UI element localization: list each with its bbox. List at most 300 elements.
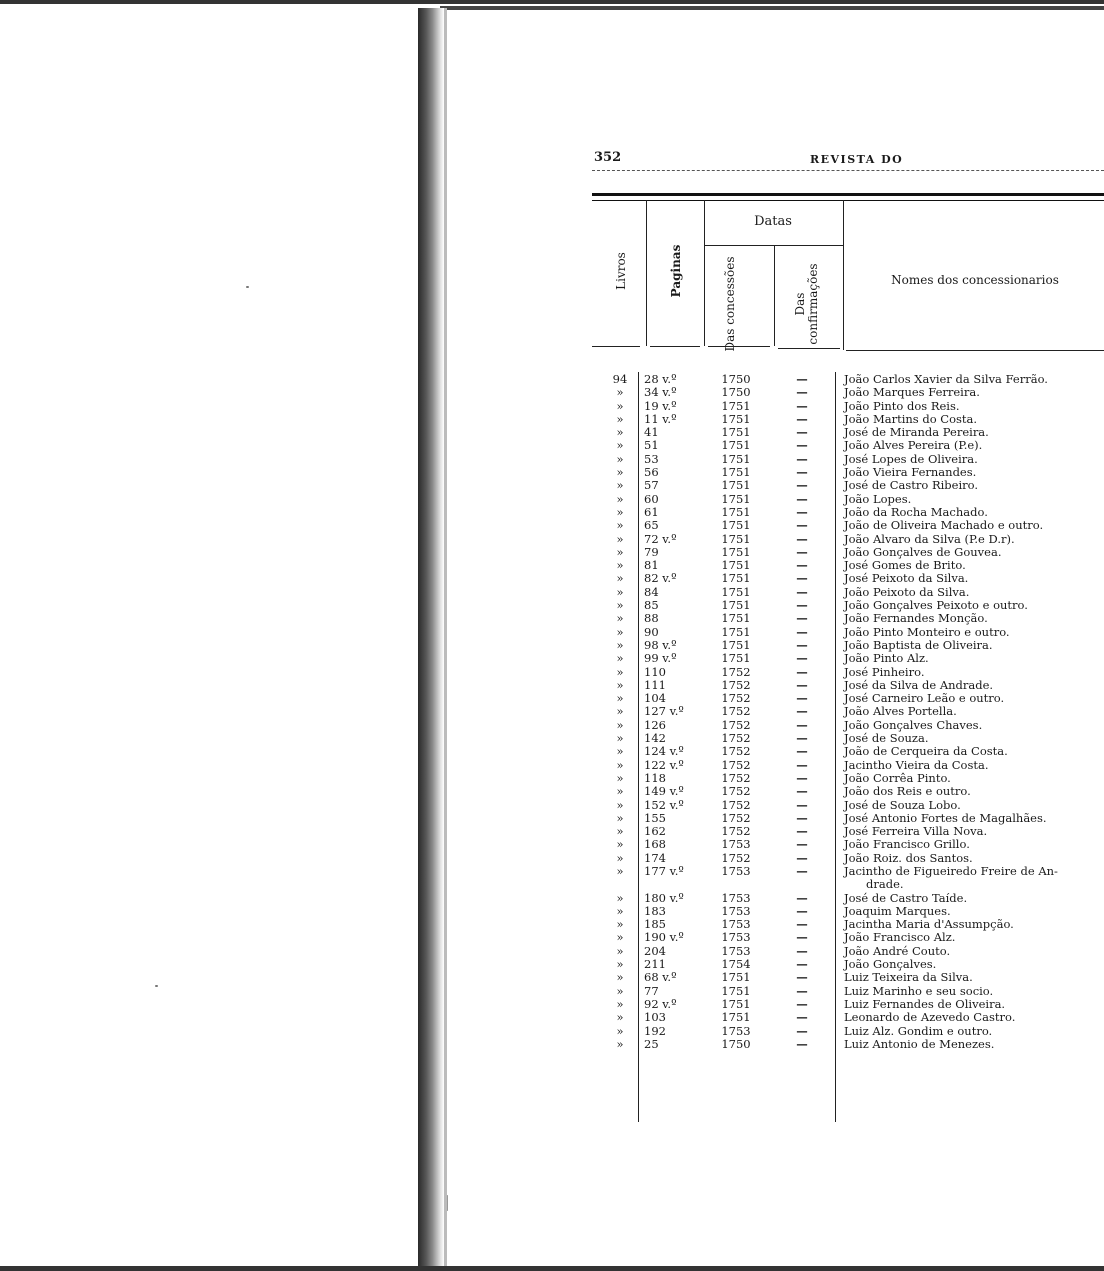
concessao-date-cell: 1752 (721, 850, 751, 865)
concessao-date-cell: 1751 (721, 504, 751, 519)
confirmacao-date-cell: — (796, 558, 808, 573)
concessionario-name: João de Cerqueira da Costa. (844, 744, 1008, 759)
table-row (592, 639, 1104, 652)
confirmacao-date-cell: — (796, 1010, 808, 1025)
livro-cell: » (616, 411, 624, 426)
concessionario-name-cell (844, 905, 1104, 918)
pagina-cell: 155 (644, 810, 666, 825)
table-row (592, 971, 1104, 984)
pagina-cell: 180 v.º (644, 890, 684, 905)
confirmacao-date-cell: — (796, 717, 808, 732)
concessao-date-cell: 1751 (721, 651, 751, 666)
livro-cell: » (616, 731, 624, 746)
concessao-date-cell: 1751 (721, 544, 751, 559)
confirmacao-date-cell: — (796, 850, 808, 865)
pagina-cell: 19 v.º (644, 398, 677, 413)
concessionario-name-cell (844, 679, 1104, 692)
header-das-confirmacoes: Das confirmações (793, 263, 820, 345)
livro-cell: » (616, 957, 624, 972)
concessionario-name: João Gonçalves Chaves. (844, 717, 983, 732)
concessionario-name-cell (844, 985, 1104, 998)
livro-cell: » (616, 544, 624, 559)
concessao-date-cell: 1751 (721, 451, 751, 466)
concessionario-name-cell (844, 719, 1104, 732)
livro-cell: » (616, 1010, 624, 1025)
concessao-date-cell: 1751 (721, 465, 751, 480)
concessao-date-cell: 1752 (721, 744, 751, 759)
concessionario-name-cell (844, 546, 1104, 559)
pagina-cell: 118 (644, 770, 666, 785)
table-row (592, 586, 1104, 599)
confirmacao-date-cell: — (796, 677, 808, 692)
livro-cell: » (616, 598, 624, 613)
pagina-cell: 34 v.º (644, 385, 677, 400)
concessionario-name: João Francisco Grillo. (844, 837, 970, 852)
header-bottom-rule (846, 350, 1104, 351)
table-row (592, 466, 1104, 479)
concessionario-name: João André Couto. (844, 943, 951, 958)
pagina-cell: 81 (644, 558, 659, 573)
concessao-date-cell: 1752 (721, 810, 751, 825)
table-row (592, 1025, 1104, 1038)
concessao-date-cell: 1753 (721, 890, 751, 905)
confirmacao-date-cell: — (796, 491, 808, 506)
pagina-cell: 111 (644, 677, 666, 692)
concessao-date-cell: 1751 (721, 571, 751, 586)
table-row (592, 732, 1104, 745)
pagina-cell: 98 v.º (644, 637, 677, 652)
pagina-cell: 28 v.º (644, 372, 677, 386)
concessionario-name-cell (844, 652, 1104, 665)
column-divider (646, 200, 647, 346)
livro-cell: » (616, 744, 624, 759)
livro-cell: » (616, 996, 624, 1011)
pagina-cell: 56 (644, 465, 659, 480)
concessionario-name: José Pinheiro. (844, 664, 925, 679)
confirmacao-date-cell: — (796, 531, 808, 546)
concessionario-name-cell (844, 759, 1104, 772)
pagina-cell: 68 v.º (644, 970, 677, 985)
concessao-date-cell: 1751 (721, 1010, 751, 1025)
concessionario-name: João Pinto Alz. (844, 651, 929, 666)
confirmacao-date-cell: — (796, 890, 808, 905)
concessionario-name: João Francisco Alz. (844, 930, 956, 945)
confirmacao-date-cell: — (796, 903, 808, 918)
confirmacao-date-cell: — (796, 784, 808, 799)
table-row (592, 506, 1104, 519)
concessionario-name: João Gonçalves Peixoto e outro. (844, 598, 1028, 613)
pagina-cell: 110 (644, 664, 666, 679)
table-top-rule-thin (592, 200, 1104, 201)
concessionario-name: José de Souza. (844, 731, 929, 746)
concessao-date-cell: 1751 (721, 438, 751, 453)
concessao-date-cell: 1753 (721, 1023, 751, 1038)
confirmacao-date-cell: — (796, 930, 808, 945)
pagina-cell: 72 v.º (644, 531, 677, 546)
confirmacao-date-cell: — (796, 571, 808, 586)
header-datas: Datas (754, 214, 792, 229)
concessionario-name-cell (844, 400, 1104, 413)
table-top-rule (592, 193, 1104, 196)
confirmacao-date-cell: — (796, 824, 808, 839)
concessao-date-cell: 1753 (721, 943, 751, 958)
concessionario-name: João dos Reis e outro. (844, 784, 971, 799)
concessionario-name-cell (844, 945, 1104, 958)
livro-cell: » (616, 571, 624, 586)
table-row (592, 958, 1104, 971)
concessionario-name-cell (844, 506, 1104, 519)
concessao-date-cell: 1751 (721, 558, 751, 573)
concessionario-name-cell (844, 971, 1104, 984)
confirmacao-date-cell: — (796, 1036, 808, 1051)
scan-bottom-border (0, 1266, 1104, 1271)
concessao-date-cell: 1751 (721, 584, 751, 599)
table-row (592, 745, 1104, 758)
pagina-cell: 185 (644, 917, 666, 932)
table-row (592, 426, 1104, 439)
table-row (592, 998, 1104, 1011)
confirmacao-date-cell: — (796, 731, 808, 746)
livro-cell: » (616, 385, 624, 400)
concessionario-name-cell (844, 439, 1104, 452)
table-row (592, 373, 1104, 386)
confirmacao-date-cell: — (796, 757, 808, 772)
livro-cell: » (616, 438, 624, 453)
confirmacao-date-cell: — (796, 863, 808, 878)
concessionario-name-cell (844, 599, 1104, 612)
livro-cell: » (616, 465, 624, 480)
table-row (592, 626, 1104, 639)
concessao-date-cell: 1753 (721, 917, 751, 932)
concessionario-name: José Lopes de Oliveira. (844, 451, 978, 466)
table-row (592, 931, 1104, 944)
confirmacao-date-cell: — (796, 624, 808, 639)
livro-cell: » (616, 691, 624, 706)
table-row (592, 679, 1104, 692)
pagina-cell: 190 v.º (644, 930, 684, 945)
journal-title: REVISTA DO (810, 153, 904, 166)
livro-cell: » (616, 770, 624, 785)
livro-cell: » (616, 677, 624, 692)
header-nomes: Nomes dos concessionarios (891, 273, 1059, 287)
concessionario-name-cell (844, 772, 1104, 785)
livro-cell: » (616, 478, 624, 493)
concessionario-name-cell (844, 785, 1104, 798)
concessionario-name-cell (844, 519, 1104, 532)
book-spine-shadow (418, 8, 444, 1271)
livro-cell: » (616, 970, 624, 985)
livro-cell: » (616, 903, 624, 918)
table-row (592, 772, 1104, 785)
table-row (592, 453, 1104, 466)
concessionario-name-cell (844, 666, 1104, 679)
table-row (592, 785, 1104, 798)
concessionario-name-cell (844, 958, 1104, 971)
livro-cell: » (616, 850, 624, 865)
pagina-cell: 142 (644, 731, 666, 746)
concessionario-name: João da Rocha Machado. (844, 504, 988, 519)
concessionario-name-cell (844, 1011, 1104, 1024)
concessao-date-cell: 1752 (721, 797, 751, 812)
confirmacao-date-cell: — (796, 411, 808, 426)
concessao-date-cell: 1751 (721, 478, 751, 493)
header-bottom-rule (592, 346, 640, 347)
datas-subheader-rule (704, 245, 843, 246)
pagina-cell: 84 (644, 584, 659, 599)
confirmacao-date-cell: — (796, 1023, 808, 1038)
concessao-date-cell: 1751 (721, 598, 751, 613)
scan-speck (246, 286, 249, 288)
pagina-cell: 124 v.º (644, 744, 684, 759)
confirmacao-date-cell: — (796, 544, 808, 559)
concessionario-name-cell (844, 533, 1104, 546)
table-row (592, 945, 1104, 958)
concessionario-name-cell (844, 692, 1104, 705)
concessionario-name: João Corrêa Pinto. (844, 770, 951, 785)
concessao-date-cell: 1752 (721, 664, 751, 679)
pagina-cell: 99 v.º (644, 651, 677, 666)
confirmacao-date-cell: — (796, 983, 808, 998)
concessionario-name: José Gomes de Brito. (844, 558, 966, 573)
concessao-date-cell: 1750 (721, 372, 751, 386)
confirmacao-date-cell: — (796, 478, 808, 493)
concessao-date-cell: 1753 (721, 863, 751, 878)
column-divider (843, 200, 844, 350)
concessionario-name: José de Castro Ribeiro. (844, 478, 979, 493)
header-rule (592, 170, 1104, 171)
header-livros: Livros (614, 252, 628, 290)
table-row (592, 413, 1104, 426)
concessionario-name-cell (844, 559, 1104, 572)
livro-cell: » (616, 398, 624, 413)
table-row (592, 439, 1104, 452)
livro-cell: » (616, 1023, 624, 1038)
concessao-date-cell: 1751 (721, 637, 751, 652)
concessionario-name-cell (844, 812, 1104, 825)
concessionario-name-cell (844, 493, 1104, 506)
pagina-cell: 90 (644, 624, 659, 639)
concessao-date-cell: 1751 (721, 983, 751, 998)
concessionario-name-cell (844, 413, 1104, 426)
table-row (592, 400, 1104, 413)
livro-cell: » (616, 531, 624, 546)
concessionario-name: João Pinto dos Reis. (844, 398, 960, 413)
pagina-cell: 41 (644, 425, 659, 440)
table-row (592, 838, 1104, 851)
livro-cell: » (616, 624, 624, 639)
concessionario-name: Luiz Marinho e seu socio. (844, 983, 994, 998)
concessionario-name-cell (844, 705, 1104, 718)
concessionario-name-cell (844, 732, 1104, 745)
concessao-date-cell: 1751 (721, 491, 751, 506)
livro-cell: » (616, 797, 624, 812)
concessionario-name: Jacintho Vieira da Costa. (844, 757, 989, 772)
concessao-date-cell: 1751 (721, 531, 751, 546)
concessao-date-cell: 1751 (721, 518, 751, 533)
table-row (592, 759, 1104, 772)
pagina-cell: 11 v.º (644, 411, 677, 426)
concessionario-name: José de Souza Lobo. (844, 797, 961, 812)
confirmacao-date-cell: — (796, 691, 808, 706)
concessionario-name: José de Miranda Pereira. (844, 425, 989, 440)
column-divider (774, 246, 775, 346)
confirmacao-date-cell: — (796, 372, 808, 386)
concessionario-name: João Vieira Fernandes. (844, 465, 977, 480)
confirmacao-date-cell: — (796, 810, 808, 825)
concessionario-name: João Gonçalves de Gouvea. (844, 544, 1002, 559)
pagina-cell: 65 (644, 518, 659, 533)
confirmacao-date-cell: — (796, 385, 808, 400)
confirmacao-date-cell: — (796, 584, 808, 599)
table-row (592, 386, 1104, 399)
table-row (592, 652, 1104, 665)
concessionario-name: João Alves Portella. (844, 704, 957, 719)
table-row (592, 666, 1104, 679)
livro-cell: » (616, 784, 624, 799)
table-row (592, 533, 1104, 546)
scan-speck (155, 985, 158, 987)
confirmacao-date-cell: — (796, 770, 808, 785)
scan-speck (447, 1195, 448, 1211)
confirmacao-date-cell: — (796, 504, 808, 519)
pagina-cell: 60 (644, 491, 659, 506)
table-row (592, 692, 1104, 705)
livro-cell: » (616, 451, 624, 466)
concessionario-name: José da Silva de Andrade. (844, 677, 994, 692)
concessao-date-cell: 1751 (721, 411, 751, 426)
livro-cell: » (616, 558, 624, 573)
concessionario-name: João Carlos Xavier da Silva Ferrão. (844, 372, 1048, 386)
pagina-cell: 127 v.º (644, 704, 684, 719)
concessionario-name-cell (844, 892, 1104, 905)
confirmacao-date-cell: — (796, 917, 808, 932)
confirmacao-date-cell: — (796, 438, 808, 453)
concessao-date-cell: 1751 (721, 996, 751, 1011)
concessionario-name-cell (844, 572, 1104, 585)
concessionario-name-cell (844, 852, 1104, 865)
pagina-cell: 122 v.º (644, 757, 684, 772)
concessionario-name: José de Castro Taíde. (844, 890, 968, 905)
concessionario-name: Joaquim Marques. (844, 903, 951, 918)
concessao-date-cell: 1751 (721, 611, 751, 626)
header-paginas: Paginas (669, 244, 683, 298)
concessionario-name-cell (844, 931, 1104, 944)
concessionario-name: José Ferreira Villa Nova. (844, 824, 988, 839)
concessionario-name: João Lopes. (844, 491, 912, 506)
concessionario-name-cell (844, 838, 1104, 851)
concessao-date-cell: 1751 (721, 970, 751, 985)
table-row (592, 905, 1104, 918)
confirmacao-date-cell: — (796, 465, 808, 480)
concessionario-name-cell (844, 479, 1104, 492)
table-row (592, 852, 1104, 865)
concessao-date-cell: 1752 (721, 757, 751, 772)
pagina-cell: 192 (644, 1023, 666, 1038)
pagina-cell: 51 (644, 438, 659, 453)
concessionario-name-cell (844, 1038, 1104, 1051)
pagina-cell: 57 (644, 478, 659, 493)
concessao-date-cell: 1752 (721, 824, 751, 839)
confirmacao-date-cell: — (796, 664, 808, 679)
table-row (592, 812, 1104, 825)
concessao-date-cell: 1753 (721, 837, 751, 852)
confirmacao-date-cell: — (796, 398, 808, 413)
concessao-date-cell: 1753 (721, 903, 751, 918)
concessionario-name-cell (844, 612, 1104, 625)
concessao-date-cell: 1752 (721, 770, 751, 785)
concessionario-name: João Pinto Monteiro e outro. (844, 624, 1010, 639)
table-row (592, 519, 1104, 532)
concessionario-name: Luiz Alz. Gondim e outro. (844, 1023, 993, 1038)
table-row (592, 479, 1104, 492)
livro-cell: » (616, 917, 624, 932)
pagina-cell: 104 (644, 691, 666, 706)
confirmacao-date-cell: — (796, 744, 808, 759)
concessao-date-cell: 1752 (721, 717, 751, 732)
concessionario-name: João Alves Pereira (P.e). (844, 438, 983, 453)
pagina-cell: 53 (644, 451, 659, 466)
livro-cell: » (616, 810, 624, 825)
table-row (592, 612, 1104, 625)
header-das-concessoes: Das concessões (723, 256, 737, 352)
pagina-cell: 85 (644, 598, 659, 613)
pagina-cell: 77 (644, 983, 659, 998)
concessao-date-cell: 1752 (721, 677, 751, 692)
livro-cell: » (616, 943, 624, 958)
running-head (594, 150, 1104, 170)
pagina-cell: 82 v.º (644, 571, 677, 586)
confirmacao-date-cell: — (796, 996, 808, 1011)
confirmacao-date-cell: — (796, 637, 808, 652)
concessionario-name: José Antonio Fortes de Magalhães. (844, 810, 1047, 825)
table-row (592, 559, 1104, 572)
livro-cell: » (616, 824, 624, 839)
livro-cell: » (616, 863, 624, 878)
livro-cell: » (616, 717, 624, 732)
livro-cell: » (616, 704, 624, 719)
livro-cell: » (616, 637, 624, 652)
concessionario-name-cell (844, 466, 1104, 479)
pagina-cell: 79 (644, 544, 659, 559)
concessionario-name-cell (844, 998, 1104, 1011)
scan-top-border-page (440, 6, 1104, 10)
pagina-cell: 174 (644, 850, 666, 865)
confirmacao-date-cell: — (796, 943, 808, 958)
concessionario-name-cell (844, 865, 1104, 891)
confirmacao-date-cell: — (796, 611, 808, 626)
concessao-date-cell: 1751 (721, 398, 751, 413)
page-number: 352 (594, 150, 622, 165)
concessionario-name-cell (844, 373, 1104, 386)
livro-cell: » (616, 930, 624, 945)
concessao-date-cell: 1752 (721, 731, 751, 746)
concessionario-name-cell (844, 386, 1104, 399)
table-row (592, 1038, 1104, 1051)
pagina-cell: 211 (644, 957, 666, 972)
concessionario-name: João Baptista de Oliveira. (844, 637, 993, 652)
pagina-cell: 88 (644, 611, 659, 626)
concessionario-name: José Peixoto da Silva. (844, 571, 969, 586)
confirmacao-date-cell: — (796, 425, 808, 440)
pagina-cell: 103 (644, 1010, 666, 1025)
confirmacao-date-cell: — (796, 970, 808, 985)
confirmacao-date-cell: — (796, 598, 808, 613)
livro-cell: » (616, 491, 624, 506)
table-row (592, 572, 1104, 585)
concessionario-name-cell (844, 745, 1104, 758)
concessionario-name: João Gonçalves. (844, 957, 937, 972)
pagina-cell: 152 v.º (644, 797, 684, 812)
